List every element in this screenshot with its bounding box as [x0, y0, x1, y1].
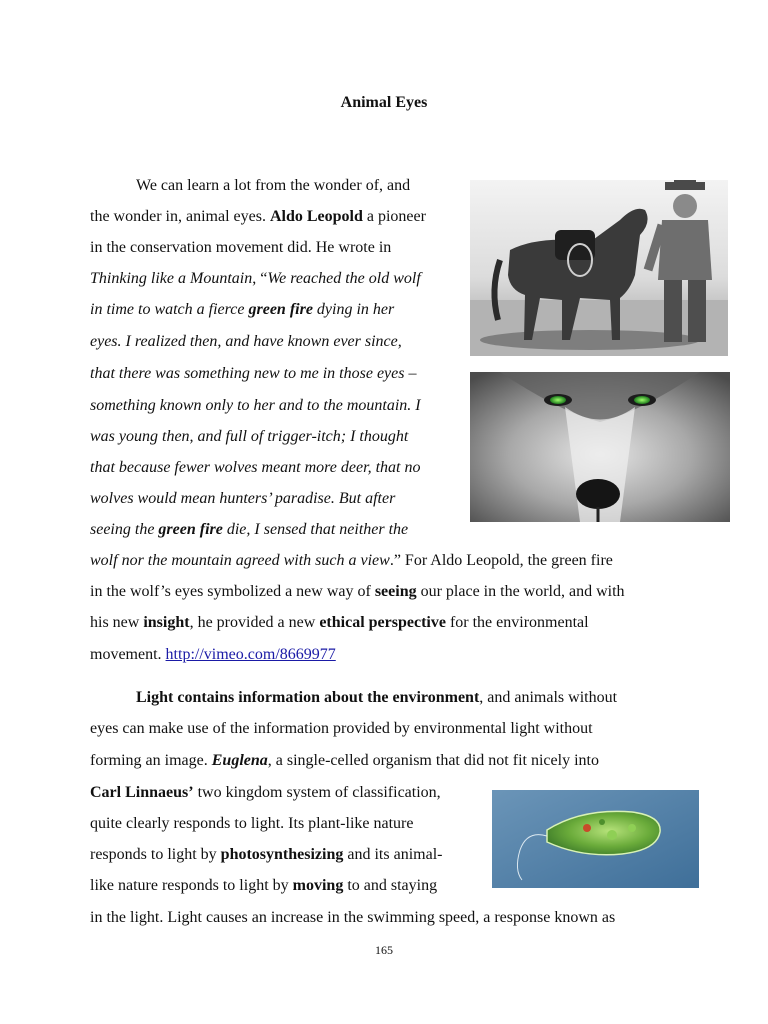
p1-line-9: was young then, and full of trigger-itch; I thought — [90, 428, 409, 445]
p1-line-10: that because fewer wolves meant more deer, that no — [90, 459, 421, 476]
p2-line-5: quite clearly responds to light. Its plant-like nature — [90, 815, 414, 832]
p2-line-3: forming an image. Euglena, a single-celled organism that did not fit nicely into — [90, 752, 599, 769]
p2-line-6: responds to light by photosynthesizing and its animal- — [90, 846, 443, 863]
p2-line-2: eyes can make use of the information provided by environmental light without — [90, 720, 593, 737]
p2-line-1: Light contains information about the environment, and animals without — [136, 689, 618, 706]
p1-line-1: We can learn a lot from the wonder of, and — [136, 177, 411, 194]
green-fire-bold: green fire — [248, 301, 313, 318]
p2-line-4: Carl Linnaeus’ two kingdom system of classification, — [90, 784, 441, 801]
p1-line-7: that there was something new to me in those eyes – — [90, 365, 417, 382]
green-fire-bold: green fire — [158, 521, 223, 538]
p1-line-5: in time to watch a fierce green fire dying in her — [90, 301, 395, 318]
euglena-photo — [492, 790, 699, 888]
p1-line-3: in the conservation movement did. He wrote in — [90, 239, 392, 256]
page-title: Animal Eyes — [340, 94, 428, 111]
p1-line-13: wolf nor the mountain agreed with such a view.” For Aldo Leopold, the green fire — [90, 552, 613, 569]
p1-line-11: wolves would mean hunters’ paradise. But after — [90, 490, 396, 507]
p1-line-6: eyes. I realized then, and have known ever since, — [90, 333, 402, 350]
cowboy-horse-photo — [470, 180, 728, 356]
p2-line-8: in the light. Light causes an increase in the swimming speed, a response known as — [90, 909, 616, 926]
p1-line-8: something known only to her and to the mountain. I — [90, 397, 421, 414]
p1-line-16: movement. http://vimeo.com/8669977 — [90, 646, 336, 663]
euglena-term: Euglena — [211, 752, 268, 769]
p1-line-15: his new insight, he provided a new ethical perspective for the environmental — [90, 614, 589, 631]
aldo-leopold-bold: Aldo Leopold — [269, 208, 363, 225]
p2-line-7: like nature responds to light by moving to and staying — [90, 877, 438, 894]
wolf-photo — [470, 372, 730, 522]
book-title: Thinking like a Mountain — [90, 270, 253, 287]
page-number: 165 — [375, 943, 393, 957]
p1-line-2: the wonder in, animal eyes. Aldo Leopold a pioneer — [90, 208, 426, 225]
p1-line-4: Thinking like a Mountain, “We reached the old wolf — [90, 270, 421, 287]
p1-line-12: seeing the green fire die, I sensed that neither the — [90, 521, 409, 538]
p1-line-14: in the wolf’s eyes symbolized a new way of seeing our place in the world, and with — [90, 583, 625, 600]
vimeo-link[interactable]: http://vimeo.com/8669977 — [165, 646, 336, 663]
